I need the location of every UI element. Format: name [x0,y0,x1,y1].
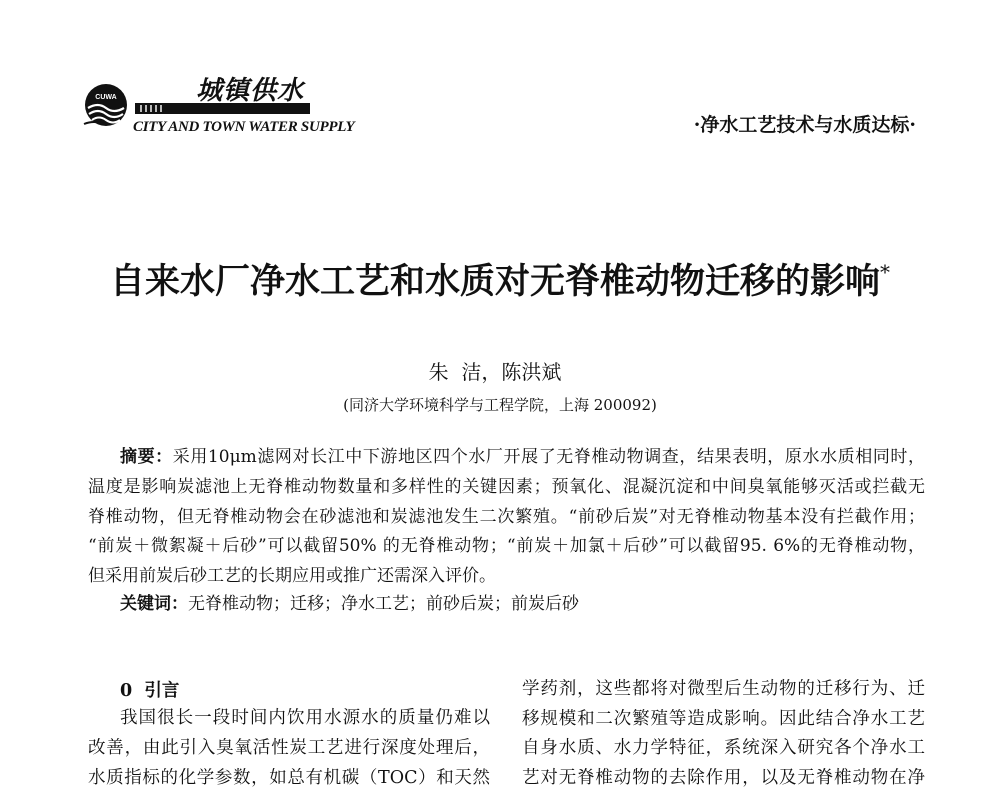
abstract-line-text: 但采用前炭后砂工艺的长期应用或推广还需深入评价。 [88,566,496,587]
abstract-line-text: 温度是影响炭滤池上无脊椎动物数量和多样性的关键因素；预氧化、混凝沉淀和中间臭氧能够灭活或拦截无 [88,476,925,497]
body-left-column [88,676,490,793]
body-right-column [522,675,925,793]
abstract-line [88,532,925,562]
keywords-label: 关键词： [120,594,188,614]
body-line [522,675,925,705]
article-authors: 朱 洁，陈洪斌 [428,360,562,384]
abstract-line [88,473,925,503]
body-line [522,764,925,794]
title-footnote-mark: * [880,260,890,284]
logo-badge-text: CUWA [95,94,117,101]
article-title-text: 自来水厂净水工艺和水质对无脊椎动物迁移的影响 [109,261,880,302]
body-line-text: 改善，由此引入臭氧活性炭工艺进行深度处理后， [88,738,490,758]
left-column-text [88,703,490,793]
body-line [88,733,490,763]
body-line-text: 移规模和二次繁殖等造成影响。因此结合净水工艺 [522,708,925,729]
article-affiliation: (同济大学环境科学与工程学院，上海 200092) [343,396,657,414]
body-line-text: 水质指标的化学参数，如总有机碳（TOC）和天然 [88,768,490,788]
body-line-text: 艺对无脊椎动物的去除作用，以及无脊椎动物在净 [522,767,925,788]
body-line [88,703,490,733]
abstract [88,443,925,592]
keywords-text: 无脊椎动物；迁移；净水工艺；前砂后炭；前炭后砂 [188,594,579,614]
right-column-text [522,675,925,793]
logo-english-name: CITY AND TOWN WATER SUPPLY [133,119,355,135]
body-line-text: 自身水质、水力学特征，系统深入研究各个净水工 [522,738,925,758]
abstract-line-text: 采用10μm滤网对长江中下游地区四个水厂开展了无脊椎动物调查，结果表明，原水水质相同时， [172,447,925,467]
abstract-line-text: 脊椎动物，但无脊椎动物会在砂滤池和炭滤池发生二次繁殖。“前砂后炭”对无脊椎动物基本没有拦截作用； [88,506,925,527]
keywords [120,590,579,618]
body-line [522,734,925,764]
body-line-text: 我国很长一段时间内饮用水源水的质量仍难以 [120,708,490,728]
abstract-line-text: “前炭＋微絮凝＋后砂”可以截留50% 的无脊椎动物；“前炭＋加氯＋后砂”可以截留95. 6%的无脊椎动物， [88,536,925,557]
section-label: ·净水工艺技术与水质达标· [693,114,916,136]
article-title [0,254,1000,304]
logo-chinese-name: 城镇供水 [196,76,305,105]
body-line-text: 学药剂，这些都将对微型后生动物的迁移行为、迁 [522,679,925,699]
abstract-label: 摘要： [120,447,173,467]
abstract-line [88,443,925,473]
abstract-line [88,503,925,533]
abstract-line [88,562,925,592]
section-heading: 0 引言 [120,681,180,701]
body-line [522,705,925,735]
body-line [88,763,490,793]
